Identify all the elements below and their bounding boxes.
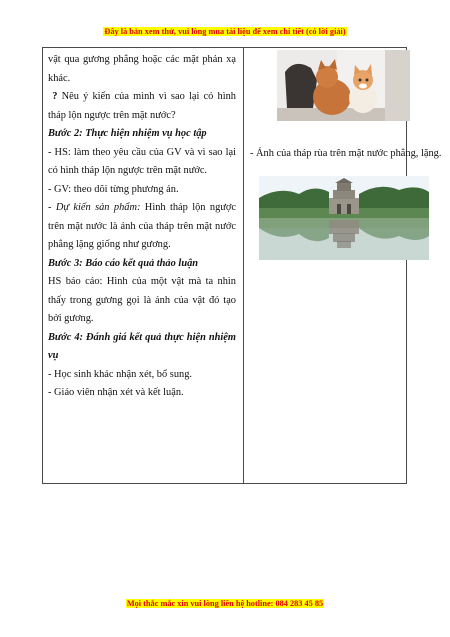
- student-report: HS báo cáo: Hình của một vật mà ta nhìn thấy trong gương gọi là ảnh của vật đó tạo bởi gương.: [48, 276, 236, 324]
- teacher-task: - GV: theo dõi từng phương án.: [48, 183, 179, 195]
- student-task: - HS: làm theo yêu cầu của GV và vì sao lại có hình tháp lộn ngược trên mặt nước.: [48, 146, 236, 176]
- reflection-caption: - Ảnh của tháp rùa trên mặt nước phẳng, lặng.: [250, 148, 442, 159]
- step-2-title: Bước 2: Thực hiện nhiệm vụ học tập: [48, 128, 207, 139]
- preview-notice: [0, 27, 450, 36]
- preview-notice-text: Đây là bản xem thử, vui lòng mua tài liệu để xem chi tiết (có lời giải): [104, 27, 346, 36]
- activity-column: [48, 51, 236, 403]
- cat-mirror-photo: [277, 50, 410, 121]
- intro-line: vật qua gương phẳng hoặc các mặt phản xạ khác.: [48, 54, 236, 84]
- step-4-title: Bước 4: Đánh giá kết quả thực hiện nhiệm vụ: [48, 331, 236, 361]
- peer-review: - Học sinh khác nhận xét, bổ sung.: [48, 368, 192, 380]
- question-text: Nêu ý kiến của mình vì sao lại có hình tháp lộn ngược trên mặt nước?: [48, 91, 236, 121]
- question-paragraph: [48, 88, 236, 125]
- hotline-notice-text: Mọi thắc mắc xin vui lòng liên hệ hotline: 084 283 45 85: [126, 599, 324, 608]
- expected-text: Hình tháp lộn ngược trên mặt nước là ảnh của tháp trên mặt nước phẳng lặng giống như gương.: [48, 202, 237, 250]
- expected-prefix: -: [48, 202, 56, 213]
- expected-product: [48, 199, 236, 255]
- illustration-column: [244, 48, 442, 485]
- step-3-title: Bước 3: Báo cáo kết quả thảo luận: [48, 257, 199, 269]
- teacher-conclusion: - Giáo viên nhận xét và kết luận.: [48, 387, 184, 398]
- question-mark: ?: [52, 91, 58, 102]
- lesson-table: [42, 47, 442, 484]
- turtle-tower-photo: [259, 176, 429, 260]
- hotline-notice: [0, 599, 450, 608]
- expected-label: Dự kiến sản phẩm:: [55, 202, 141, 213]
